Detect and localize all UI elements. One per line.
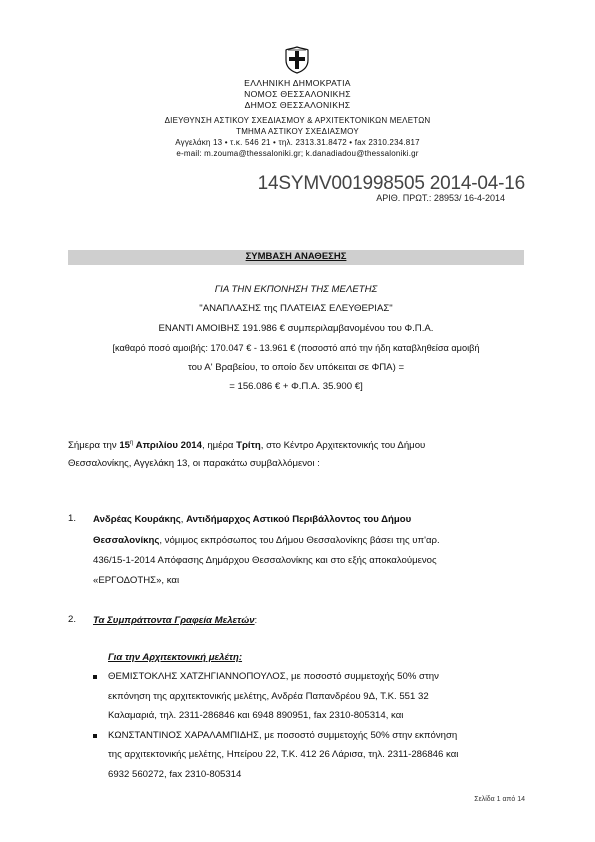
bullet-1-mark bbox=[93, 675, 97, 679]
item-2-colon: : bbox=[254, 615, 258, 626]
item-1-sep: , bbox=[180, 514, 187, 525]
item-2-title: Τα Συμπράττοντα Γραφεία Μελετών bbox=[93, 615, 255, 626]
bullet-1-line-1: ΘΕΜΙΣΤΟΚΛΗΣ ΧΑΤΖΗΓΙΑΝΝΟΠΟΥΛΟΣ, με ποσοστό συμμετοχής 50% στην bbox=[108, 671, 439, 682]
intro-line-1 bbox=[68, 433, 524, 456]
page-number: Σελίδα 1 από 14 bbox=[474, 796, 525, 803]
header-prefecture: ΝΟΜΟΣ ΘΕΣΣΑΛΟΝΙΚΗΣ bbox=[244, 89, 351, 99]
intro-sup: η bbox=[130, 440, 134, 446]
intro-text-3: , στο Κέντρο Αρχιτεκτονικής του Δήμου bbox=[260, 440, 426, 452]
item-2-number: 2. bbox=[68, 614, 77, 625]
item-2-subheading: Για την Αρχιτεκτονική μελέτη: bbox=[108, 652, 243, 663]
bullet-2-line-3: 6932 560272, fax 2310-805314 bbox=[108, 769, 242, 780]
header-email: e-mail: m.zouma@thessaloniki.gr; k.danadiadou@thessaloniki.gr bbox=[176, 149, 419, 158]
header-directorate: ΔΙΕΥΘΥΝΣΗ ΑΣΤΙΚΟΥ ΣΧΕΔΙΑΣΜΟΥ & ΑΡΧΙΤΕΚΤΟΝΙΚΩΝ ΜΕΛΕΤΩΝ bbox=[164, 116, 431, 125]
intro-weekday: Τρίτη bbox=[236, 440, 261, 452]
item-1-role: Αντιδήμαρχος Αστικού Περιβάλλοντος του Δήμου bbox=[186, 514, 412, 525]
intro-month: Απριλίου 2014 bbox=[133, 440, 202, 452]
item-1-line-2 bbox=[93, 531, 524, 551]
subject-line-4: [καθαρό ποσό αμοιβής: 170.047 € - 13.961 € (ποσοστό από την ήδη καταβληθείσα αμοιβή bbox=[112, 343, 480, 353]
subject-line-6: = 156.086 € + Φ.Π.Α. 35.900 €] bbox=[229, 381, 363, 392]
item-1-city: Θεσσαλονίκης bbox=[93, 535, 160, 546]
intro-line-2: Θεσσαλονίκης, Αγγελάκη 13, οι παρακάτω συμβαλλόμενοι : bbox=[68, 458, 320, 469]
contract-title: ΣΥΜΒΑΣΗ ΑΝΑΘΕΣΗΣ bbox=[245, 251, 347, 262]
bullet-2-mark bbox=[93, 734, 97, 738]
bullet-2-line-2: της αρχιτεκτονικής μελέτης, Ηπείρου 22, Τ.Κ. 412 26 Λάρισα, τηλ. 2311-286846 και bbox=[108, 749, 459, 760]
bullet-1-line-3: Καλαμαριά, τηλ. 2311-286846 και 6948 890951, fax 2310-805314, και bbox=[108, 710, 404, 721]
intro-text-2: , ημέρα bbox=[201, 440, 237, 452]
header-address: Αγγελάκη 13 • τ.κ. 546 21 • τηλ. 2313.31.8472 • fax 2310.234.817 bbox=[175, 138, 420, 147]
subject-line-1: ΓΙΑ ΤΗΝ ΕΚΠΟΝΗΣΗ ΤΗΣ ΜΕΛΕΤΗΣ bbox=[214, 284, 378, 295]
subject-line-3: ΕΝΑΝΤΙ ΑΜΟΙΒΗΣ 191.986 € συμπεριλαμβανομένου του Φ.Π.Α. bbox=[158, 323, 434, 334]
item-2-title-line bbox=[93, 611, 524, 631]
item-1-name: Ανδρέας Κουράκης bbox=[93, 514, 181, 525]
greek-emblem-icon bbox=[285, 46, 309, 74]
header-republic: ΕΛΛΗΝΙΚΗ ΔΗΜΟΚΡΑΤΙΑ bbox=[244, 78, 351, 88]
item-1-number: 1. bbox=[68, 513, 77, 524]
bullet-1-line-2: εκπόνηση της αρχιτεκτονικής μελέτης, Ανδρέα Παπανδρέου 9Δ, Τ.Κ. 551 32 bbox=[108, 691, 429, 702]
protocol-number: ΑΡΙΘ. ΠΡΩΤ.: 28953/ 16-4-2014 bbox=[376, 193, 505, 203]
item-1-line-3: 436/15-1-2014 Απόφασης Δημάρχου Θεσσαλονίκης και στο εξής αποκαλούμενος bbox=[93, 555, 437, 566]
item-1-line-4: «ΕΡΓΟΔΟΤΗΣ», και bbox=[93, 575, 180, 586]
subject-line-5: του Α' Βραβείου, το οποίο δεν υπόκειται σε ΦΠΑ) = bbox=[187, 362, 405, 373]
ada-code: 14SYMV001998505 2014-04-16 bbox=[257, 173, 525, 194]
intro-day: 15 bbox=[119, 440, 130, 452]
subject-line-2: "ΑΝΑΠΛΑΣΗΣ της ΠΛΑΤΕΙΑΣ ΕΛΕΥΘΕΡΙΑΣ" bbox=[199, 303, 393, 314]
item-1-line-1 bbox=[93, 510, 524, 530]
header-department: ΤΜΗΜΑ ΑΣΤΙΚΟΥ ΣΧΕΔΙΑΣΜΟΥ bbox=[236, 127, 359, 136]
header-municipality: ΔΗΜΟΣ ΘΕΣΣΑΛΟΝΙΚΗΣ bbox=[244, 100, 351, 110]
bullet-2-line-1: ΚΩΝΣΤΑΝΤΙΝΟΣ ΧΑΡΑΛΑΜΠΙΔΗΣ, με ποσοστό συμμετοχής 50% στην εκπόνηση bbox=[108, 730, 458, 741]
intro-text-1: Σήμερα την bbox=[68, 440, 120, 452]
item-1-line-2-text: , νόμιμος εκπρόσωπος του Δήμου Θεσσαλονίκης βάσει της υπ'αρ. bbox=[159, 535, 440, 546]
